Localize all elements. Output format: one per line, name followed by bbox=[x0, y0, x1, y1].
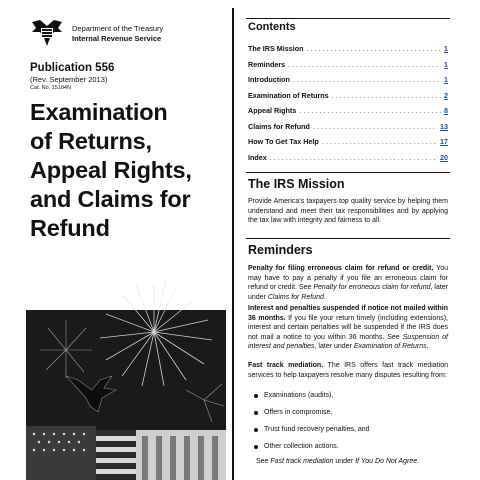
reminder-paragraph bbox=[248, 304, 448, 352]
publication-revision: (Rev. September 2013) bbox=[30, 75, 108, 84]
reminder-reference: Examination of Returns bbox=[353, 343, 427, 351]
toc-entry[interactable] bbox=[248, 44, 448, 60]
list-item bbox=[254, 438, 370, 455]
reminder-text: You may have to pay a penalty if you file an erroneous claim for refund or credit. See bbox=[248, 265, 448, 292]
reminder-text: , later under bbox=[248, 284, 449, 301]
reminder-text: , later under bbox=[314, 343, 354, 351]
reminder-reference: Penalty for erroneous claim for refund bbox=[313, 284, 431, 292]
cover-column bbox=[0, 0, 232, 480]
toc-label: Appeal Rights bbox=[248, 106, 297, 115]
irs-eagle-logo-icon bbox=[30, 18, 64, 48]
toc-leader bbox=[307, 44, 441, 53]
section-rule bbox=[246, 238, 450, 239]
see-also-note bbox=[256, 457, 448, 467]
toc-label: Introduction bbox=[248, 75, 290, 84]
list-item-text: Examinations (audits), bbox=[264, 392, 334, 399]
reminder-paragraph bbox=[248, 361, 448, 380]
toc-entry[interactable] bbox=[248, 91, 448, 107]
list-item-text: Offers in compromise, bbox=[264, 409, 333, 416]
reminder-lead: Interest and penalties suspended if notice not mailed within 36 months. bbox=[248, 305, 448, 322]
list-item bbox=[254, 421, 370, 438]
toc-label: Reminders bbox=[248, 59, 286, 69]
table-of-contents bbox=[248, 44, 448, 168]
section-rule bbox=[246, 18, 450, 19]
mission-text: Provide America's taxpayers top quality service by helping them understand and meet their tax responsibilities and by applying the tax law with integrity and fairness to all. bbox=[248, 198, 448, 225]
note-text: . bbox=[417, 458, 420, 465]
toc-entry[interactable] bbox=[248, 122, 448, 138]
section-rule bbox=[246, 172, 450, 173]
bullet-icon bbox=[254, 428, 258, 432]
agency-header bbox=[72, 24, 163, 44]
reminder-lead: Penalty for filing erroneous claim for refund or credit. bbox=[248, 265, 434, 272]
column-divider bbox=[232, 8, 234, 480]
publication-number: Publication 556 bbox=[30, 62, 115, 74]
reminder-text: If you file your return timely (including extensions), interest and certain penalties will be suspended if the IRS does not mail a notice to you within 36 months. See bbox=[248, 314, 448, 341]
reminder-text: . bbox=[323, 293, 326, 301]
toc-entry[interactable] bbox=[248, 137, 448, 153]
list-item-text: Trust fund recovery penalties, and bbox=[264, 426, 370, 433]
toc-page-link[interactable]: 1 bbox=[444, 44, 448, 53]
toc-leader bbox=[299, 106, 441, 115]
list-item bbox=[254, 387, 370, 404]
toc-leader bbox=[293, 75, 441, 84]
bullet-icon bbox=[254, 411, 258, 415]
toc-page-link[interactable]: 2 bbox=[444, 90, 448, 100]
toc-entry[interactable] bbox=[248, 75, 448, 91]
toc-entry[interactable] bbox=[248, 153, 448, 169]
department-name: Department of the Treasury bbox=[72, 24, 164, 33]
title-line: Refund bbox=[30, 215, 110, 241]
title-line: Appeal Rights, bbox=[30, 157, 192, 183]
toc-label: How To Get Tax Help bbox=[248, 137, 319, 146]
note-reference: If You Do Not Agree bbox=[355, 458, 418, 465]
toc-leader bbox=[270, 153, 437, 162]
toc-label: Examination of Returns bbox=[248, 90, 329, 100]
toc-label: Claims for Refund bbox=[248, 121, 310, 131]
toc-page-link[interactable]: 20 bbox=[440, 152, 448, 162]
list-item bbox=[254, 404, 370, 421]
bullet-icon bbox=[254, 445, 258, 449]
note-reference: Fast track mediation bbox=[270, 458, 334, 465]
reminder-reference: Suspension of interest and penalties bbox=[248, 333, 448, 351]
toc-page-link[interactable]: 13 bbox=[440, 121, 448, 131]
reminders-heading: Reminders bbox=[248, 243, 313, 257]
title-line: Examination bbox=[30, 99, 168, 125]
toc-page-link[interactable]: 17 bbox=[440, 137, 448, 146]
note-text: See bbox=[256, 458, 271, 465]
mission-heading: The IRS Mission bbox=[248, 177, 345, 191]
toc-entry[interactable] bbox=[248, 60, 448, 76]
reminder-lead: Fast track mediation. bbox=[248, 362, 324, 369]
toc-page-link[interactable]: 8 bbox=[444, 106, 448, 115]
toc-leader bbox=[288, 60, 441, 69]
reminder-text: The IRS offers fast track mediation services to help taxpayers resolve many disputes resulting from: bbox=[248, 362, 448, 379]
title-line: of Returns, bbox=[30, 128, 152, 154]
mediation-list bbox=[254, 387, 370, 455]
toc-leader bbox=[322, 137, 437, 146]
note-text: under bbox=[333, 458, 356, 465]
toc-page-link[interactable]: 1 bbox=[444, 75, 448, 84]
reminder-text: . bbox=[426, 343, 429, 351]
toc-leader bbox=[313, 122, 437, 131]
catalog-number: Cat. No. 15104N bbox=[30, 85, 71, 91]
publication-title bbox=[30, 98, 230, 243]
toc-label: Index bbox=[248, 152, 267, 162]
contents-heading: Contents bbox=[248, 21, 296, 33]
reminder-reference: Claims for Refund bbox=[267, 293, 324, 301]
toc-page-link[interactable]: 1 bbox=[444, 59, 448, 69]
title-line: and Claims for bbox=[30, 186, 191, 212]
list-item-text: Other collection actions. bbox=[264, 443, 339, 450]
fireworks-eagle-flag-icon bbox=[26, 280, 226, 480]
toc-entry[interactable] bbox=[248, 106, 448, 122]
agency-name: Internal Revenue Service bbox=[72, 34, 162, 43]
bullet-icon bbox=[254, 394, 258, 398]
toc-label: The IRS Mission bbox=[248, 44, 304, 53]
toc-leader bbox=[332, 91, 441, 100]
reminder-paragraph bbox=[248, 264, 448, 302]
